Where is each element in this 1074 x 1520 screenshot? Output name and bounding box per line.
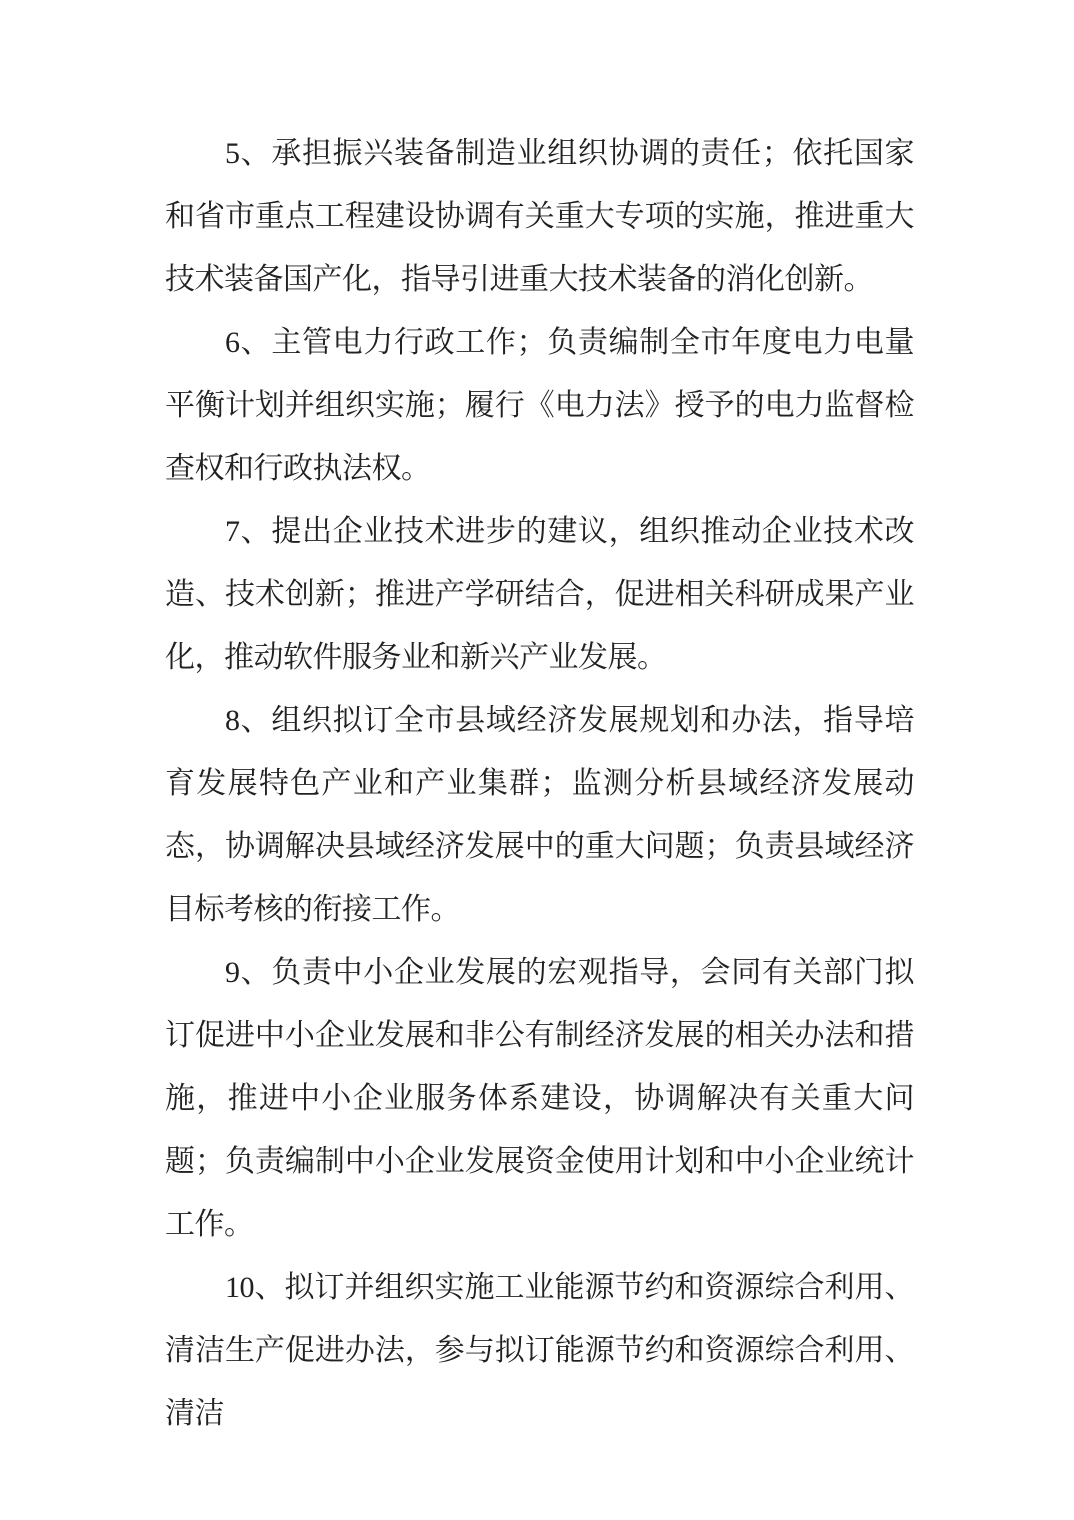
paragraph-item-6: 6、主管电力行政工作；负责编制全市年度电力电量平衡计划并组织实施；履行《电力法》授予的电力监督检查权和行政执法权。: [165, 326, 914, 485]
paragraph-item-5: 5、承担振兴装备制造业组织协调的责任；依托国家和省市重点工程建设协调有关重大专项的实施，推进重大技术装备国产化，指导引进重大技术装备的消化创新。: [165, 137, 914, 296]
paragraph-item-8: 8、组织拟订全市县域经济发展规划和办法，指导培育发展特色产业和产业集群；监测分析县域经济发展动态，协调解决县域经济发展中的重大问题；负责县域经济目标考核的衔接工作。: [165, 704, 914, 926]
paragraph-item-7: 7、提出企业技术进步的建议，组织推动企业技术改造、技术创新；推进产学研结合，促进相关科研成果产业化，推动软件服务业和新兴产业发展。: [165, 515, 914, 674]
paragraph-item-10: 10、拟订并组织实施工业能源节约和资源综合利用、清洁生产促进办法，参与拟订能源节约和资源综合利用、清洁: [165, 1271, 914, 1430]
paragraph-item-9: 9、负责中小企业发展的宏观指导，会同有关部门拟订促进中小企业发展和非公有制经济发展的相关办法和措施，推进中小企业服务体系建设，协调解决有关重大问题；负责编制中小企业发展资金使用计划和中小企业统计工作。: [165, 956, 914, 1241]
